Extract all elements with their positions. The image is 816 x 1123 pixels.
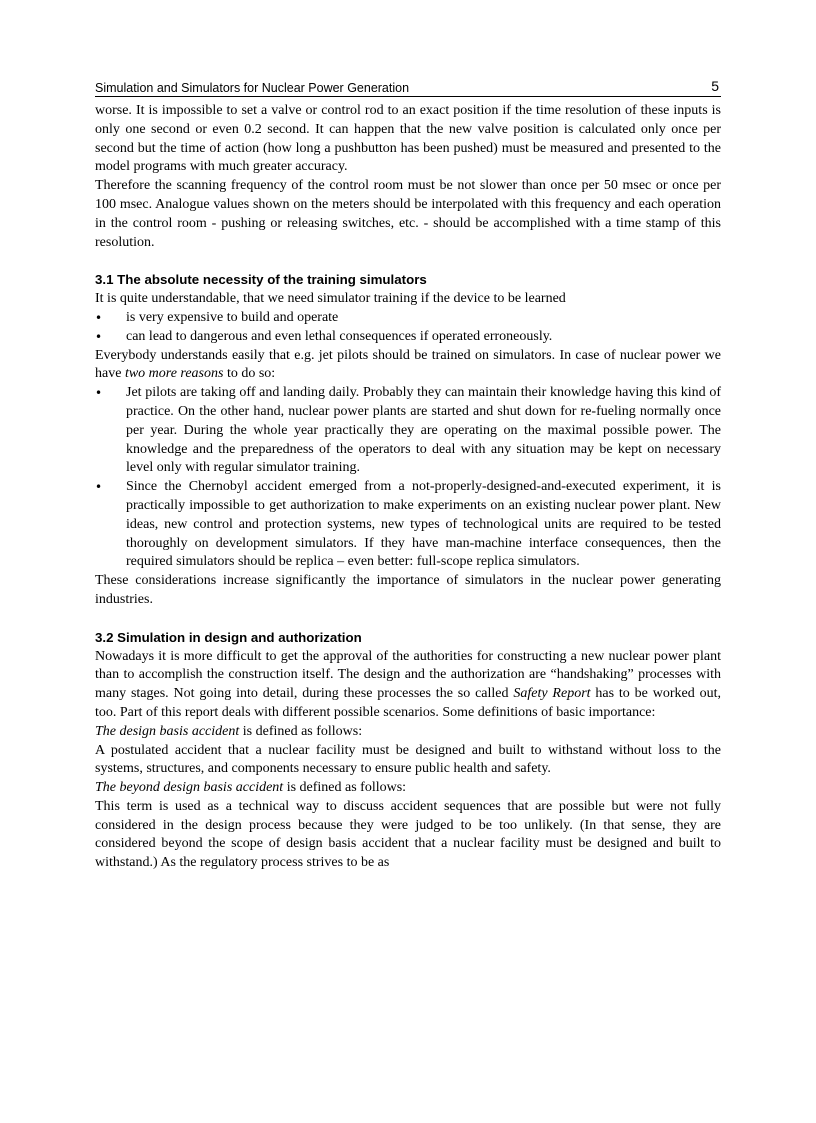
- text-run: to do so:: [223, 366, 276, 382]
- text-run: is defined as follows:: [283, 780, 407, 796]
- paragraph: [95, 347, 721, 385]
- text-run: Everybody understands easily that e.g. jet pilots should be trained on simulators. In case of nuclear power we have: [95, 347, 721, 382]
- defined-term: The design basis accident: [95, 723, 240, 739]
- list-item: • can lead to dangerous and even lethal consequences if operated erroneously.: [95, 328, 721, 347]
- text-run: Nowadays it is more difficult to get the approval of the authorities for constructing a new nuclear power plant than to accomplish the construction itself. The design and the authorization are “handshaking” processes with many stages. Not going into detail, during these processes the so called: [95, 648, 721, 702]
- list-item: • Since the Chernobyl accident emerged from a not-properly-designed-and-executed experiment, it is practically impossible to get authorization to make experiments on an existing nuclear power plant. New ideas, new control and protection systems, new types of technological units are required to be tested thoroughly on development simulators. If they have man-machine interface consequences, then the required simulators should be replica – even better: full-scope replica simulators.: [95, 478, 721, 572]
- definition-text: A postulated accident that a nuclear facility must be designed and built to withstand without loss to the systems, structures, and components necessary to ensure public health and safety.: [95, 742, 721, 777]
- page-number: 5: [711, 78, 719, 94]
- definition-text: This term is used as a technical way to discuss accident sequences that are possible but were not fully considered in the design process because they were judged to be too unlikely. (In that sense, they are considered beyond the scope of design basis accident that a nuclear facility must be designed and built to withstand.) As the regulatory process strives to be as: [95, 798, 721, 871]
- bullet-list: [95, 309, 721, 347]
- section-heading-3-1: 3.1 The absolute necessity of the training simulators: [95, 272, 427, 288]
- list-item: • Jet pilots are taking off and landing daily. Probably they can maintain their knowledge having this kind of practice. On the other hand, nuclear power plants are started and shut down for re-fueling normally once per year. During the whole year practically they are operating on the maximal possible power. The knowledge and the preparedness of the operators to deal with any situation may be kept on necessary level only with regular simulator training.: [95, 384, 721, 478]
- body-text: [95, 102, 721, 873]
- text-run: is defined as follows:: [239, 723, 363, 739]
- italic-phrase: two more reasons: [124, 366, 224, 382]
- paragraph: worse. It is impossible to set a valve or control rod to an exact position if the time resolution of these inputs is only one second or even 0.2 second. It can happen that the new valve position is calculated only once per second but the time of action (how long a pushbutton has been pushed) must be measured and presented to the model programs with much greater accuracy.: [95, 103, 721, 175]
- reasons-list: [95, 384, 721, 572]
- paper-page: [95, 78, 721, 873]
- list-item: • is very expensive to build and operate: [95, 309, 721, 328]
- text-run: has to be worked out, too. Part of this report deals with different possible scenarios. Some definitions of basic importance:: [95, 686, 721, 720]
- definition-label: [95, 779, 721, 798]
- defined-term: The beyond design basis accident: [95, 780, 284, 796]
- section-heading-3-2: 3.2 Simulation in design and authorization: [95, 629, 362, 645]
- paragraph: It is quite understandable, that we need simulator training if the device to be learned: [95, 291, 566, 307]
- italic-phrase: Safety Report: [513, 686, 591, 702]
- paragraph: [95, 648, 721, 723]
- paragraph: These considerations increase significantly the importance of simulators in the nuclear power generating industries.: [95, 573, 721, 607]
- running-header-title: Simulation and Simulators for Nuclear Power Generation: [95, 81, 410, 95]
- paragraph: Therefore the scanning frequency of the control room must be not slower than once per 50 msec or once per 100 msec. Analogue values shown on the meters should be interpolated with this frequency and each operation in the control room - pushing or releasing switches, etc. - should be accomplished with a time stamp of this resolution.: [95, 178, 721, 250]
- definition-label: [95, 723, 721, 742]
- running-header: [95, 78, 721, 97]
